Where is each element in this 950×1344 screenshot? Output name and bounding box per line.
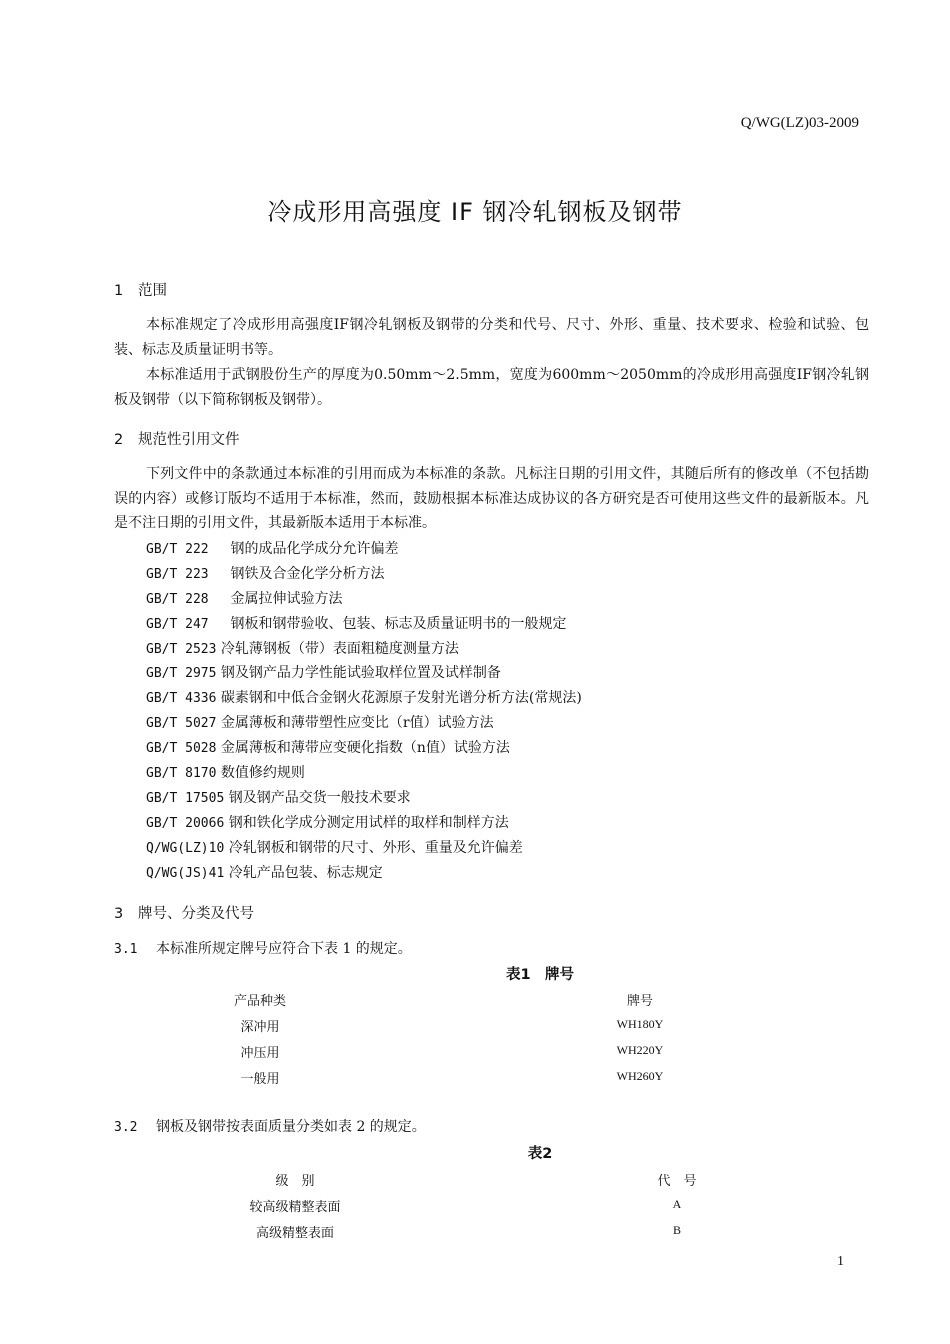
reference-title: 金属拉伸试验方法 (230, 590, 343, 607)
reference-code: GB/T 247 (146, 616, 217, 632)
reference-item (146, 661, 582, 686)
reference-title: 钢铁及合金化学分析方法 (230, 565, 385, 582)
reference-code: GB/T 4336 (146, 691, 217, 707)
clause-number: 3.1 (114, 942, 138, 957)
table-cell: 高级精整表面 (255, 1226, 334, 1241)
reference-title: 冷轧钢板和钢带的尺寸、外形、重量及允许偏差 (228, 839, 523, 856)
document-number: Q/WG(LZ)03-2009 (740, 115, 859, 131)
reference-item (146, 736, 582, 761)
section-title: 牌号、分类及代号 (138, 906, 254, 922)
section-title: 规范性引用文件 (138, 432, 240, 448)
section-number: 2 (114, 432, 124, 448)
reference-item (146, 612, 582, 637)
reference-title: 金属薄板和薄带塑性应变比（r值）试验方法 (220, 715, 494, 732)
reference-code: GB/T 2523 (146, 641, 217, 657)
reference-title: 钢及钢产品力学性能试验取样位置及试样制备 (220, 665, 501, 682)
page-number: 1 (837, 1254, 844, 1269)
clause-text: 本标准所规定牌号应符合下表 1 的规定。 (156, 941, 412, 957)
table-cell: 较高级精整表面 (249, 1200, 341, 1215)
clause-number: 3.2 (114, 1120, 138, 1135)
table-cell: WH180Y (616, 1017, 664, 1031)
reference-item (146, 761, 582, 786)
table-header: 代 号 (657, 1174, 697, 1189)
reference-code: GB/T 8170 (146, 766, 217, 782)
section-1-heading (114, 279, 167, 300)
clause-3-1 (114, 938, 412, 958)
table-cell: 一般用 (240, 1072, 280, 1087)
section-number: 1 (114, 283, 124, 299)
reference-title: 金属薄板和薄带应变硬化指数（n值）试验方法 (220, 740, 510, 757)
clause-3-2 (114, 1116, 426, 1136)
section-title: 范围 (138, 283, 167, 299)
reference-title: 数值修约规则 (220, 765, 305, 782)
clause-text: 钢板及钢带按表面质量分类如表 2 的规定。 (156, 1119, 426, 1135)
reference-item (146, 587, 582, 612)
table-cell: 深冲用 (240, 1020, 280, 1035)
table-1-caption: 表1 牌号 (505, 967, 575, 983)
section-3-heading (114, 902, 254, 923)
section-1-paragraph-2: 本标准适用于武钢股份生产的厚度为0.50mm～2.5mm，宽度为600mm～2050mm的冷成形用高强度IF钢冷轧钢板及钢带（以下简称钢板及钢带）。 (114, 367, 869, 408)
reference-code: GB/T 2975 (146, 666, 217, 682)
table-cell: WH220Y (616, 1043, 664, 1057)
section-number: 3 (114, 906, 124, 922)
reference-item (146, 836, 582, 861)
reference-code: GB/T 223 (146, 566, 217, 582)
reference-item (146, 786, 582, 811)
reference-code: GB/T 17505 (146, 790, 225, 806)
reference-item (146, 711, 582, 736)
document-title: 冷成形用高强度 IF 钢冷轧钢板及钢带 (267, 198, 683, 226)
table-header: 产品种类 (233, 994, 286, 1009)
table-2-caption: 表2 (527, 1146, 553, 1162)
reference-title: 冷轧产品包装、标志规定 (228, 864, 383, 881)
reference-item (146, 637, 582, 662)
reference-code: GB/T 5027 (146, 716, 217, 732)
reference-item (146, 537, 582, 562)
table-cell: WH260Y (616, 1069, 664, 1083)
reference-item (146, 562, 582, 587)
reference-item (146, 811, 582, 836)
table-header: 牌号 (626, 994, 653, 1009)
table-cell: A (672, 1197, 682, 1211)
reference-code: Q/WG(LZ)10 (146, 840, 225, 856)
reference-title: 碳素钢和中低合金钢火花源原子发射光谱分析方法(常规法) (220, 690, 582, 707)
table-cell: 冲压用 (240, 1046, 280, 1061)
section-2-paragraph: 下列文件中的条款通过本标准的引用而成为本标准的条款。凡标注日期的引用文件，其随后所有的修改单（不包括勘误的内容）或修订版均不适用于本标准，然而，鼓励根据本标准达成协议的各方研究是否可使用这些文件的最新版本。凡是不注日期的引用文件，其最新版本适用于本标准。 (114, 466, 869, 531)
reference-code: GB/T 228 (146, 591, 217, 607)
reference-item (146, 861, 582, 886)
table-cell: B (672, 1223, 681, 1237)
reference-code: Q/WG(JS)41 (146, 865, 225, 881)
reference-title: 钢和铁化学成分测定用试样的取样和制样方法 (228, 814, 509, 831)
reference-title: 冷轧薄钢板（带）表面粗糙度测量方法 (220, 640, 459, 657)
table-header: 级 别 (275, 1174, 315, 1189)
reference-title: 钢的成品化学成分允许偏差 (230, 541, 399, 557)
reference-code: GB/T 20066 (146, 815, 225, 831)
section-2-heading (114, 428, 240, 449)
reference-item (146, 686, 582, 711)
reference-list (146, 537, 582, 885)
section-1-paragraph-1: 本标准规定了冷成形用高强度IF钢冷轧钢板及钢带的分类和代号、尺寸、外形、重量、技术要求、检验和试验、包装、标志及质量证明书等。 (114, 317, 869, 358)
reference-code: GB/T 5028 (146, 741, 217, 757)
reference-title: 钢及钢产品交货一般技术要求 (228, 789, 411, 806)
reference-title: 钢板和钢带验收、包装、标志及质量证明书的一般规定 (230, 615, 567, 632)
reference-code: GB/T 222 (146, 542, 217, 557)
